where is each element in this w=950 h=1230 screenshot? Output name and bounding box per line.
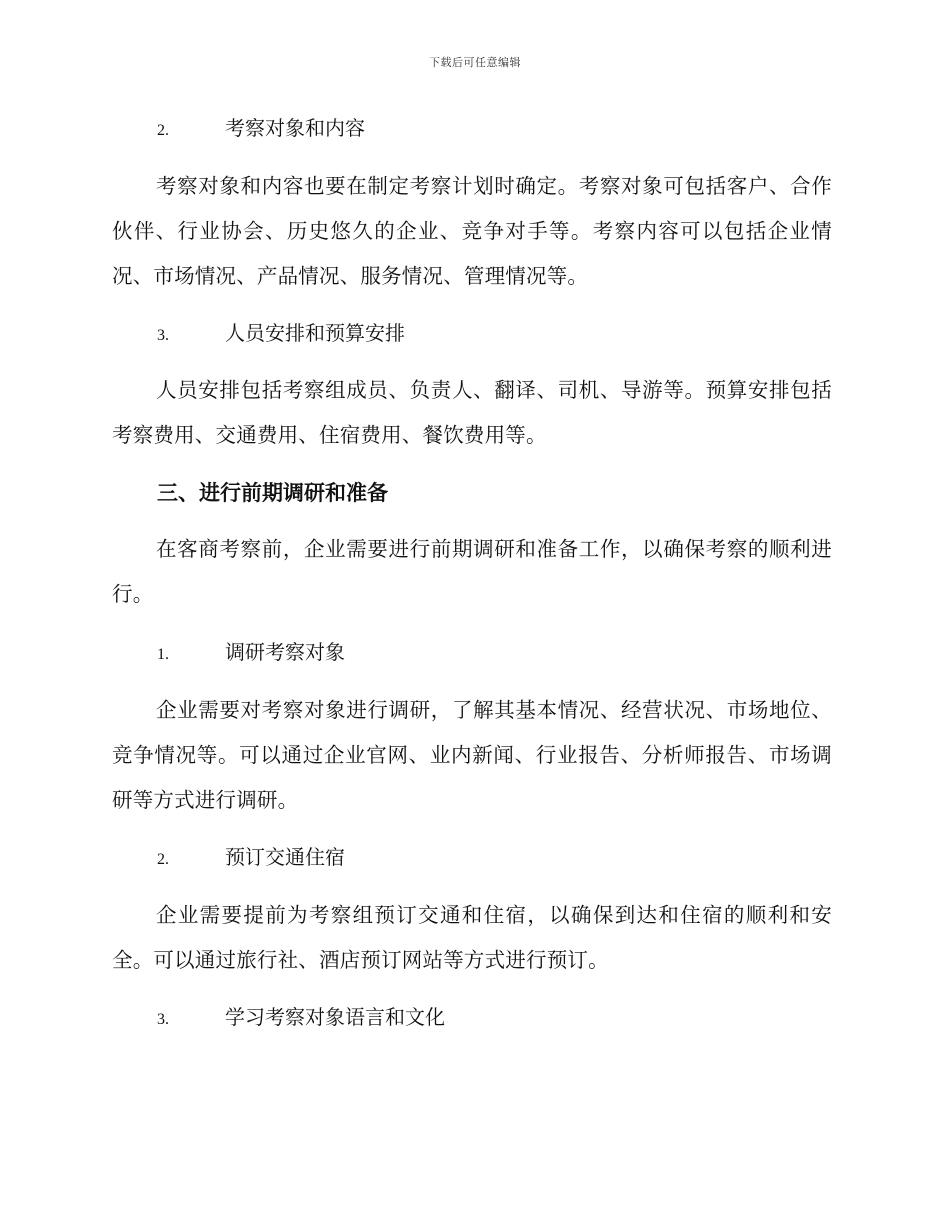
item-heading: [157, 319, 405, 347]
item-number: 2.: [157, 122, 169, 139]
item-title: 人员安排和预算安排: [225, 321, 405, 345]
item-title: 学习考察对象语言和文化: [225, 1005, 445, 1029]
item-heading: [157, 114, 365, 142]
paragraph: 企业需要对考察对象进行调研，了解其基本情况、经营状况、市场地位、竞争情况等。可以通过企业官网、业内新闻、行业报告、分析师报告、市场调研等方式进行调研。: [112, 698, 832, 812]
paragraph: 企业需要提前为考察组预订交通和住宿，以确保到达和住宿的顺利和安全。可以通过旅行社、酒店预订网站等方式进行预订。: [112, 903, 832, 972]
item-title: 调研考察对象: [225, 640, 345, 664]
item-number: 2.: [157, 851, 169, 868]
item-heading: [157, 638, 345, 666]
item-number: 1.: [157, 646, 169, 663]
paragraph: 在客商考察前，企业需要进行前期调研和准备工作，以确保考察的顺利进行。: [112, 537, 832, 606]
page-header: 下载后可任意编辑: [429, 56, 521, 69]
item-number: 3.: [157, 1011, 169, 1028]
item-title: 考察对象和内容: [225, 116, 365, 140]
section-heading: 三、进行前期调研和准备: [157, 481, 388, 505]
item-number: 3.: [157, 327, 169, 344]
paragraph: 考察对象和内容也要在制定考察计划时确定。考察对象可包括客户、合作伙伴、行业协会、历史悠久的企业、竞争对手等。考察内容可以包括企业情况、市场情况、产品情况、服务情况、管理情况等。: [112, 174, 832, 288]
item-heading: [157, 843, 345, 871]
item-title: 预订交通住宿: [225, 845, 345, 869]
paragraph: 人员安排包括考察组成员、负责人、翻译、司机、导游等。预算安排包括考察费用、交通费用、住宿费用、餐饮费用等。: [112, 378, 832, 447]
item-heading: [157, 1003, 445, 1031]
